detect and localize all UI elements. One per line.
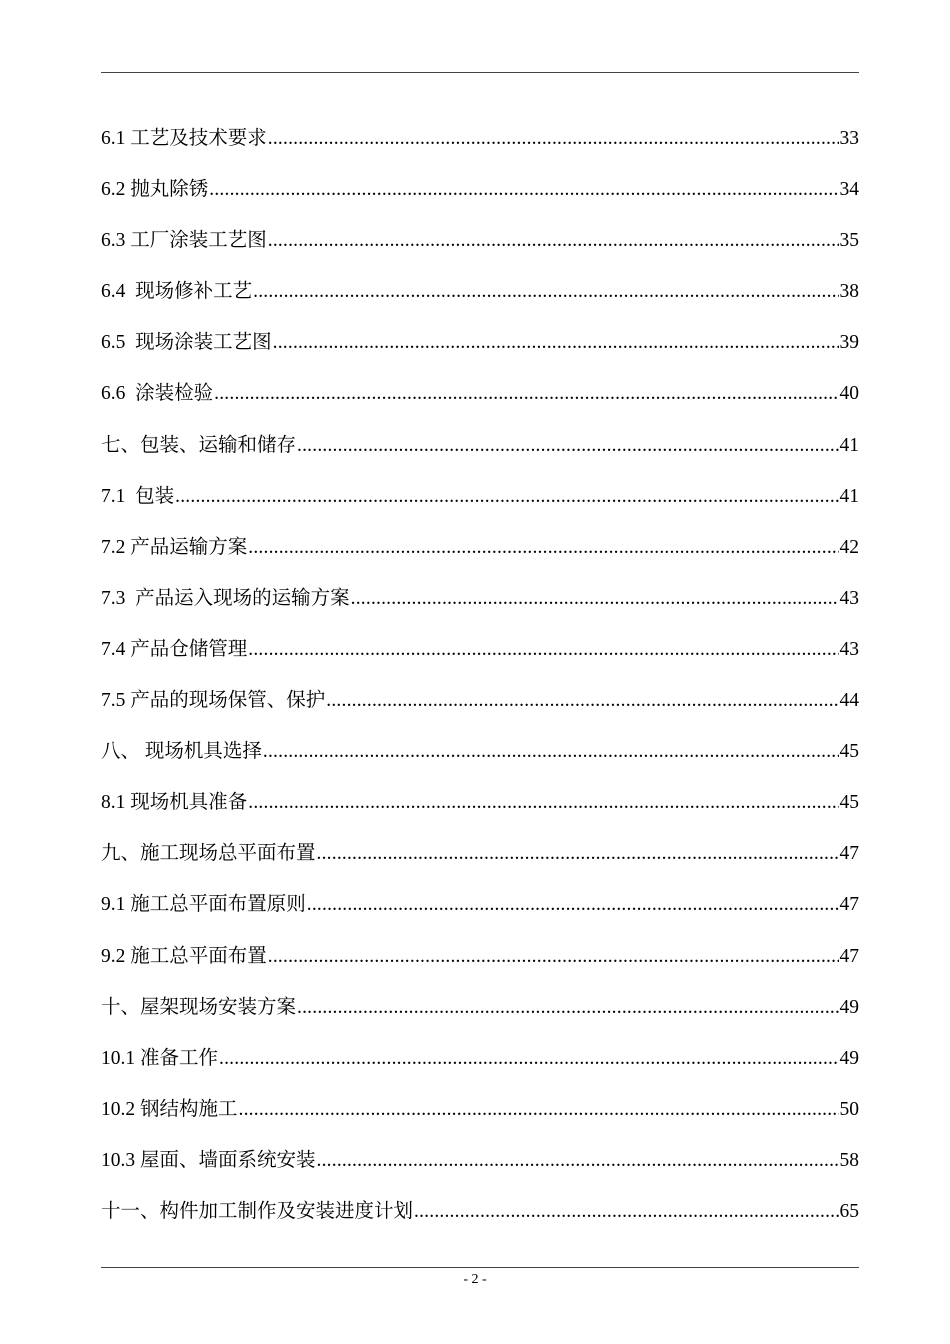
toc-entry-page: 50 xyxy=(839,1098,859,1120)
toc-entry-page: 45 xyxy=(839,792,859,814)
dot-leader xyxy=(297,433,838,459)
page-number: - 2 - xyxy=(463,1272,487,1287)
footer-rule xyxy=(101,1267,859,1268)
dot-leader xyxy=(214,381,838,407)
toc-entry-title: 10.1 准备工作 xyxy=(101,1047,219,1069)
toc-entry[interactable] xyxy=(101,586,859,637)
toc-entry-page: 39 xyxy=(839,332,859,354)
toc-entry-title: 十、屋架现场安装方案 xyxy=(101,996,297,1018)
dot-leader xyxy=(253,279,838,305)
toc-entry[interactable] xyxy=(101,995,859,1046)
toc-entry-page: 35 xyxy=(839,230,859,252)
dot-leader xyxy=(268,944,839,970)
dot-leader xyxy=(219,1046,838,1072)
toc-entry-title: 10.2 钢结构施工 xyxy=(101,1098,238,1120)
toc-entry[interactable] xyxy=(101,228,859,279)
toc-entry[interactable] xyxy=(101,739,859,790)
dot-leader xyxy=(268,126,839,152)
toc-entry[interactable] xyxy=(101,279,859,330)
toc-entry-title: 7.2 产品运输方案 xyxy=(101,536,248,558)
toc-entry-page: 47 xyxy=(839,843,859,865)
toc-entry-page: 47 xyxy=(839,945,859,967)
toc-entry-page: 43 xyxy=(839,587,859,609)
toc-entry[interactable] xyxy=(101,484,859,535)
toc-entry-page: 43 xyxy=(839,638,859,660)
toc-entry[interactable] xyxy=(101,433,859,484)
toc-entry-title: 七、包装、运输和储存 xyxy=(101,434,297,456)
toc-entry-title: 6.3 工厂涂装工艺图 xyxy=(101,230,267,252)
dot-leader xyxy=(175,484,838,510)
toc-entry[interactable] xyxy=(101,841,859,892)
toc-entry-title: 九、施工现场总平面布置 xyxy=(101,843,316,865)
toc-entry[interactable] xyxy=(101,330,859,381)
toc-entry[interactable] xyxy=(101,637,859,688)
toc-entry-title: 10.3 屋面、墙面系统安装 xyxy=(101,1149,316,1171)
toc-entry-title: 7.1 包装 xyxy=(101,485,175,507)
toc-entry-title: 6.1 工艺及技术要求 xyxy=(101,128,267,149)
toc-entry-page: 47 xyxy=(839,894,859,916)
toc-entry-page: 38 xyxy=(839,281,859,303)
toc-entry-title: 9.2 施工总平面布置 xyxy=(101,945,267,967)
toc-entry-page: 34 xyxy=(839,179,859,201)
toc-entry-title: 7.5 产品的现场保管、保护 xyxy=(101,690,326,712)
toc-entry[interactable] xyxy=(101,892,859,943)
table-of-contents xyxy=(101,126,859,1250)
dot-leader xyxy=(273,330,839,356)
dot-leader xyxy=(414,1199,838,1225)
dot-leader xyxy=(248,790,838,816)
dot-leader xyxy=(326,688,838,714)
toc-entry-page: 41 xyxy=(839,434,859,456)
toc-entry[interactable] xyxy=(101,1046,859,1097)
toc-entry-page: 49 xyxy=(839,1047,859,1069)
toc-entry[interactable] xyxy=(101,1097,859,1148)
toc-entry[interactable] xyxy=(101,1199,859,1250)
header-rule xyxy=(101,72,859,73)
toc-entry[interactable] xyxy=(101,177,859,228)
dot-leader xyxy=(317,841,839,867)
toc-entry[interactable] xyxy=(101,535,859,586)
dot-leader xyxy=(248,535,838,561)
toc-entry-page: 41 xyxy=(839,485,859,507)
toc-entry-title: 7.4 产品仓储管理 xyxy=(101,638,248,660)
toc-entry[interactable] xyxy=(101,1148,859,1199)
toc-entry-page: 58 xyxy=(839,1149,859,1171)
toc-entry-title: 9.1 施工总平面布置原则 xyxy=(101,894,306,916)
toc-entry[interactable] xyxy=(101,126,859,177)
dot-leader xyxy=(317,1148,839,1174)
dot-leader xyxy=(297,995,838,1021)
dot-leader xyxy=(239,1097,839,1123)
toc-entry-page: 65 xyxy=(839,1200,859,1222)
toc-entry-page: 45 xyxy=(839,741,859,763)
toc-entry-title: 十一、构件加工制作及安装进度计划 xyxy=(101,1200,414,1222)
toc-entry-title: 6.4 现场修补工艺 xyxy=(101,281,253,303)
dot-leader xyxy=(307,892,839,918)
toc-entry-title: 7.3 产品运入现场的运输方案 xyxy=(101,587,350,609)
dot-leader xyxy=(209,177,838,203)
dot-leader xyxy=(248,637,838,663)
toc-entry-page: 42 xyxy=(839,536,859,558)
toc-entry-title: 6.2 抛丸除锈 xyxy=(101,179,209,201)
toc-entry[interactable] xyxy=(101,790,859,841)
toc-entry[interactable] xyxy=(101,381,859,432)
dot-leader xyxy=(263,739,839,765)
toc-entry-page: 49 xyxy=(839,996,859,1018)
toc-entry-title: 八、 现场机具选择 xyxy=(101,741,262,763)
toc-entry-title: 8.1 现场机具准备 xyxy=(101,792,248,814)
toc-entry-title: 6.6 涂装检验 xyxy=(101,383,214,405)
toc-entry-page: 33 xyxy=(839,128,859,149)
dot-leader xyxy=(351,586,839,612)
toc-entry-page: 44 xyxy=(839,690,859,712)
dot-leader xyxy=(268,228,839,254)
toc-entry[interactable] xyxy=(101,688,859,739)
toc-entry-page: 40 xyxy=(839,383,859,405)
toc-entry-title: 6.5 现场涂装工艺图 xyxy=(101,332,272,354)
toc-entry[interactable] xyxy=(101,944,859,995)
